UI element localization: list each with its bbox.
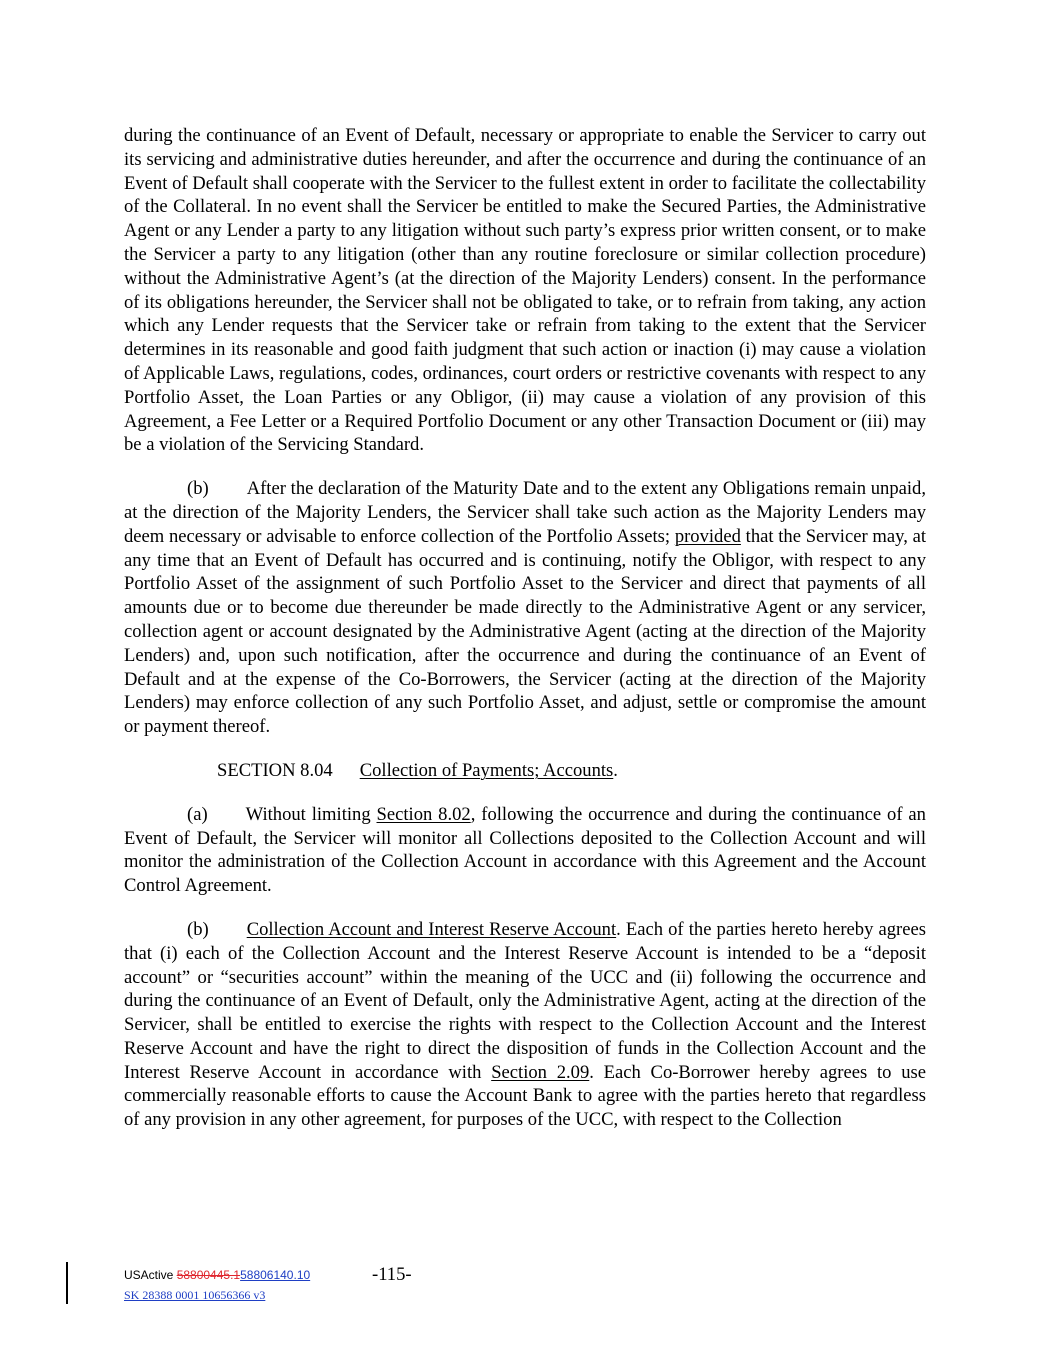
section-title-period: . [613,759,618,781]
paragraph-label: (b) [187,478,209,500]
paragraph-text: . Each Co-Borrower hereby agrees to use commercially reasonable efforts to cause the Account Bank to agree with the parties hereto that regardless of any provision in any other agreement, for purposes of the UCC, with respect to the Collection [124,1061,926,1131]
document-page [124,124,926,1152]
paragraph-b [124,477,926,739]
footer-doc-id [124,1267,310,1283]
section-heading [124,759,926,783]
paragraph-text: that the Servicer may, at any time that an Event of Default has occurred and is continuing, notify the Obligor, with respect to any Portfolio Asset of the assignment of such Portfolio Asset to the Servicer and direct that payments of all amounts due or to become due thereunder be made directly to the Administrative Agent or any servicer, collection agent or account designated by the Administrative Agent (acting at the direction of the Majority Lenders) and, upon such notification, after the occurrence and during the continuance of an Event of Default and at the expense of the Co-Borrowers, the Servicer (acting at the direction of the Majority Lenders) may enforce collection of any such Portfolio Asset, and adjust, settle or compromise the amount or payment thereof. [124,525,926,738]
section-number: SECTION 8.04 [217,759,333,781]
doc-prefix: USActive [124,1268,177,1282]
inserted-doc-id[interactable]: 58806140.10 [240,1268,311,1282]
provided-term: provided [674,525,741,547]
paragraph-b-accounts [124,918,926,1132]
paragraph-text: during the continuance of an Event of Default, necessary or appropriate to enable the Servicer to carry out its servicing and administrative duties hereunder, and after the occurrence and during the continuance of an Event of Default shall cooperate with the Servicer to the fullest extent in order to facilitate the collectability of the Collateral. In no event shall the Servicer be entitled to make the Secured Parties, the Administrative Agent or any Lender a party to any litigation without such party’s express prior written consent, or to make the Servicer a party to any litigation (other than any routine foreclosure or similar collection procedure) without the Administrative Agent’s (at the direction of the Majority Lenders) consent. In the performance of its obligations hereunder, the Servicer shall not be obligated to take, or to refrain from taking, any action which any Lender requests that the Servicer take or refrain from taking to the extent that the Servicer determines in its reasonable and good faith judgment that such action or inaction (i) may cause a violation of Applicable Laws, regulations, codes, ordinances, court orders or restrictive covenants with respect to any Portfolio Asset, the Loan Parties or any Obligor, (ii) may cause a violation of any provision of this Agreement, a Fee Letter or a Required Portfolio Document or any other Transaction Document or (iii) may be a violation of the Servicing Standard. [124,125,926,456]
paragraph-continuation [124,124,926,457]
paragraph-text: After the declaration of the Maturity Date and to the extent any Obligations remain unpaid, at the direction of the Majority Lenders, the Servicer shall take such action as the Majority Lenders may deem necessary or advisable to enforce collection of the Portfolio Assets; [124,478,926,547]
page-number: -115- [372,1264,412,1285]
change-bar [66,1262,68,1304]
section-title: Collection of Payments; Accounts [359,759,614,781]
paragraph-text: , following the occurrence and during the continuance of an Event of Default, the Servicer will monitor all Collections deposited to the Collection Account and will monitor the administration of the Collection Account in accordance with this Agreement and the Account Control Agreement. [124,803,926,897]
paragraph-a [124,803,926,898]
paragraph-text: Without limiting [245,803,377,825]
paragraph-label: (b) [187,918,209,940]
paragraph-heading: Collection Account and Interest Reserve Account [246,918,617,940]
section-reference-link[interactable]: Section 8.02 [376,803,471,825]
paragraph-label: (a) [187,803,208,825]
section-reference-link[interactable]: Section 2.09 [491,1061,590,1083]
footer-sk-id[interactable]: SK 28388 0001 10656366 v3 [124,1288,266,1302]
paragraph-text: . Each of the parties hereto hereby agrees that (i) each of the Collection Account and the Interest Reserve Account is intended to be a “deposit account” or “securities account” within the meaning of the UCC and (ii) following the occurrence and during the continuance of an Event of Default, only the Administrative Agent, acting at the direction of the Servicer, shall be entitled to exercise the rights with respect to the Collection Account and the Interest Reserve Account and have the right to direct the disposition of funds in the Collection Account and the Interest Reserve Account in accordance with [124,918,926,1083]
deleted-doc-id: 58800445.1 [176,1268,241,1282]
